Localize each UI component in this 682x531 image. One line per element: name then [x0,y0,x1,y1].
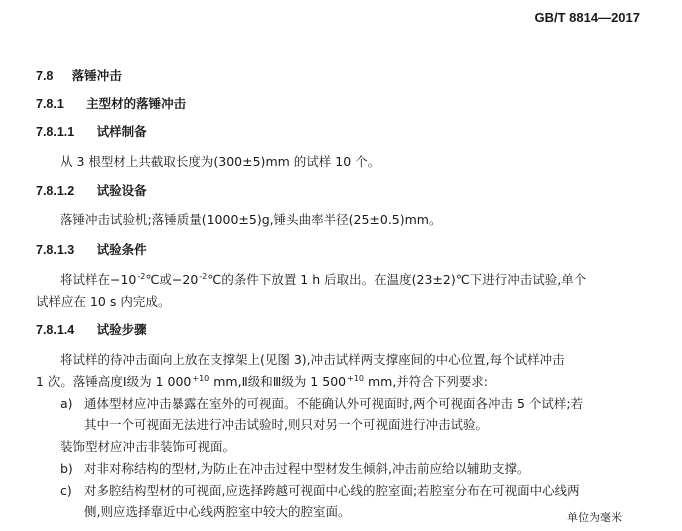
list-marker: a) [60,396,73,411]
temp-tolerance: -2 [199,272,208,281]
list-marker: b) [60,461,73,476]
section-7-8-1 [36,94,186,112]
section-number: 7.8.1 [36,97,64,111]
proc-text: 1 次。落锤高度Ⅰ级为 1 000 [36,374,192,389]
cond-text: ℃或−20 [145,272,199,287]
cond-text: ℃的条件下放置 1 h 后取出。在温度(23±2)℃下进行冲击试验,单个 [207,272,587,287]
section-title: 试验设备 [96,183,147,198]
list-item-a [60,394,583,412]
proc-text: mm,并符合下列要求: [364,374,489,389]
section-number: 7.8.1.3 [36,243,75,257]
cond-line-2: 试样应在 10 s 内完成。 [36,294,171,309]
section-7-8-1-4 [36,320,147,338]
section-title: 试验条件 [96,242,147,257]
section-number: 7.8.1.2 [36,184,75,198]
section-7-8 [36,66,122,84]
section-number: 7.8 [36,69,54,83]
height-tolerance: +10 [347,374,364,383]
section-title: 主型材的落锤冲击 [86,96,187,111]
list-item-text: 对非对称结构的型材,为防止在冲击过程中型材发生倾斜,冲击前应给以辅助支撑。 [84,461,530,476]
section-7-8-1-3 [36,240,147,258]
decor-paragraph: 装饰型材应冲击非装饰可视面。 [60,439,236,454]
proc-text: mm,Ⅱ级和Ⅲ级为 1 500 [209,374,347,389]
height-tolerance: +10 [192,374,210,383]
section-number: 7.8.1.1 [36,125,75,139]
cond-text: 将试样在−10 [60,272,137,287]
list-item-text: 通体型材应冲击暴露在室外的可视面。不能确认外可视面时,两个可视面各冲击 5 个试样;若 [84,396,584,411]
prep-paragraph: 从 3 根型材上共截取长度为(300±5)mm 的试样 10 个。 [60,154,381,169]
list-item-a-cont: 其中一个可视面无法进行冲击试验时,则只对另一个可视面进行冲击试验。 [84,417,488,432]
section-7-8-1-1 [36,122,147,140]
cond-line-1 [60,270,586,288]
section-number: 7.8.1.4 [36,323,75,337]
section-title: 试验步骤 [96,322,147,337]
section-title: 试样制备 [96,124,147,139]
section-7-8-1-2 [36,181,147,199]
temp-tolerance: -2 [137,272,146,281]
list-marker: c) [60,483,72,498]
standard-code: GB/T 8814—2017 [534,10,640,25]
proc-line-1: 将试样的待冲击面向上放在支撑架上(见图 3),冲击试样两支撑座间的中心位置,每个试样冲击 [60,352,565,367]
equip-paragraph: 落锤冲击试验机;落锤质量(1000±5)g,锤头曲率半径(25±0.5)mm。 [60,212,442,227]
section-title: 落锤冲击 [71,68,122,83]
list-item-c [60,481,580,499]
unit-note: 单位为毫米 [567,511,622,524]
list-item-c-cont: 侧,则应选择靠近中心线两腔室中较大的腔室面。 [84,504,351,519]
list-item-b [60,459,529,477]
proc-line-2 [36,372,488,390]
list-item-text: 对多腔结构型材的可视面,应选择跨越可视面中心线的腔室面;若腔室分布在可视面中心线两 [84,483,580,498]
